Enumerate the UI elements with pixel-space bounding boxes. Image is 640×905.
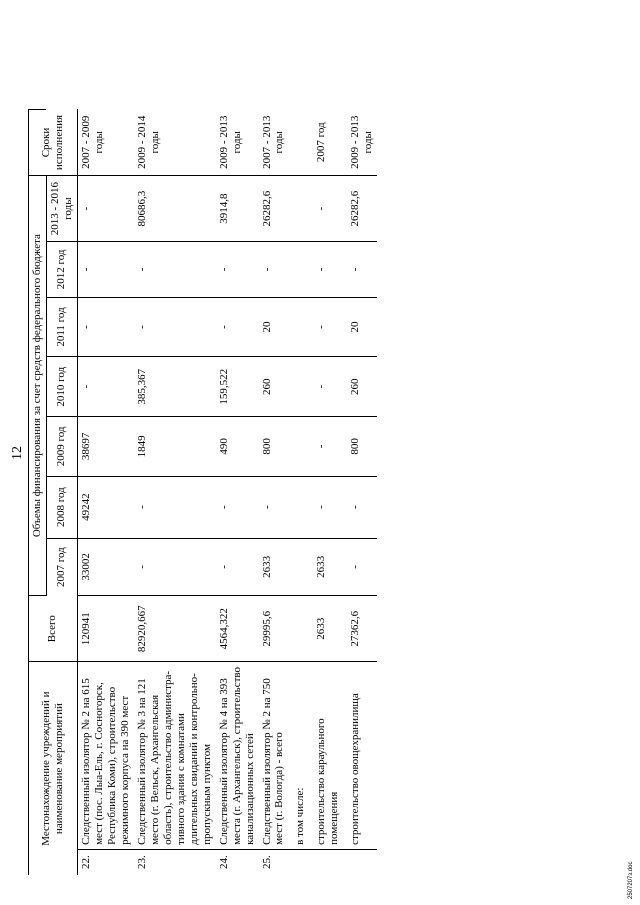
row-year-value: - [309,357,343,417]
row-number [288,849,309,875]
row-year-value: 2633 [259,538,289,596]
row-name: строительство овощехранилища [343,662,377,850]
header-year: 2007 год [46,538,77,596]
table-row [77,7,133,875]
row-year-value: - [77,297,133,357]
row-year-value [288,242,309,297]
row-total: 2633 [309,596,343,662]
row-year-value: - [309,242,343,297]
row-year-value: - [309,297,343,357]
row-deadline: 2009 - 2014 годы [134,109,216,175]
row-year-value: 80686,3 [134,176,216,242]
row-deadline: 2007 год [309,109,343,175]
page-number: 12 [10,446,25,460]
table-row [134,7,216,875]
header-year: 2012 год [46,242,77,297]
row-total: 29995,6 [259,596,289,662]
row-name: в том числе: [288,662,309,850]
row-year-value: 385,367 [134,357,216,417]
row-total [288,596,309,662]
table-row [216,7,259,875]
row-number [343,849,377,875]
row-year-value: 2633 [309,538,343,596]
row-year-value: - [343,538,377,596]
row-year-value: - [134,297,216,357]
row-year-value: 26282,6 [259,176,289,242]
row-year-value [288,538,309,596]
row-year-value: 33002 [77,538,133,596]
row-year-value [288,417,309,477]
row-year-value [288,357,309,417]
header-deadline: Сроки исполнения [29,109,78,175]
table-row [259,7,289,875]
row-year-value: - [216,297,259,357]
row-year-value: 20 [343,297,377,357]
row-year-value: - [309,176,343,242]
row-deadline: 2009 - 2013 годы [343,109,377,175]
row-year-value: 800 [343,417,377,477]
row-year-value: - [309,476,343,538]
row-year-value: 800 [259,417,289,477]
header-place: Местонахождение учреждений и наименование мероприятий [29,662,78,875]
row-deadline: 2009 - 2013 годы [216,109,259,175]
row-deadline: 2007 - 2013 годы [259,109,289,175]
row-name: Следственный изолятор № 4 на 393 места (г. Архангельск), строительство канализационных сетей [216,662,259,850]
row-year-value: - [259,476,289,538]
row-year-value: 490 [216,417,259,477]
row-total: 4564,322 [216,596,259,662]
row-year-value: - [77,176,133,242]
header-year: 2009 год [46,417,77,477]
row-year-value [288,297,309,357]
row-year-value: - [77,242,133,297]
row-deadline [288,109,309,175]
row-year-value: 49242 [77,476,133,538]
row-total: 27362,6 [343,596,377,662]
row-year-value: 159,522 [216,357,259,417]
row-number: 24. [217,855,230,869]
row-year-value: 20 [259,297,289,357]
row-year-value: - [216,476,259,538]
row-year-value: - [343,476,377,538]
row-year-value: - [343,242,377,297]
row-year-value: - [134,538,216,596]
row-year-value: 3914,8 [216,176,259,242]
footer-file-code: 2507207з.doc [628,861,634,899]
row-year-value: 260 [343,357,377,417]
header-total: Всего [29,596,78,662]
row-deadline: 2007 - 2009 годы [77,109,133,175]
row-number: 23. [135,855,148,869]
row-year-value [288,176,309,242]
row-year-value: - [259,242,289,297]
row-year-value [288,476,309,538]
row-year-value: - [309,417,343,477]
row-year-value: 260 [259,357,289,417]
row-year-value: 1849 [134,417,216,477]
header-year: 2008 год [46,476,77,538]
row-year-value: - [134,476,216,538]
row-year-value: - [134,242,216,297]
row-name: Следственный изолятор № 2 на 615 мест (пос. Лыа-Ель, г. Сосногорск, Республика Коми), строительство режимного корпуса на 390 мест [77,662,133,850]
header-year: 2010 год [46,357,77,417]
row-year-value: - [77,357,133,417]
header-year: 2011 год [46,297,77,357]
row-name: Следственный изолятор № 2 на 750 мест (г. Вологда) - всего [259,662,289,850]
table-row [309,7,343,875]
row-number [309,849,343,875]
header-year: 2013 - 2016 годы [46,176,77,242]
row-number: 22. [79,855,92,869]
row-name: строительство караульного помещения [309,662,343,850]
header-funding-group: Объемы финансирования за счет средств федерального бюджета [29,176,47,596]
row-year-value: - [216,538,259,596]
row-name: Следственный изолятор № 3 на 121 место (г. Вельск, Архангельская область), строительство администра- тивного здания с комнатами длительных свиданий и контрольно-пропускным пунктом [134,662,216,850]
table-row [288,7,309,875]
row-year-value: 38697 [77,417,133,477]
table-row [343,7,377,875]
funding-table [28,7,377,875]
row-total: 120941 [77,596,133,662]
row-total: 82920,667 [134,596,216,662]
row-number: 25. [260,855,273,869]
row-year-value: 26282,6 [343,176,377,242]
row-year-value: - [216,242,259,297]
